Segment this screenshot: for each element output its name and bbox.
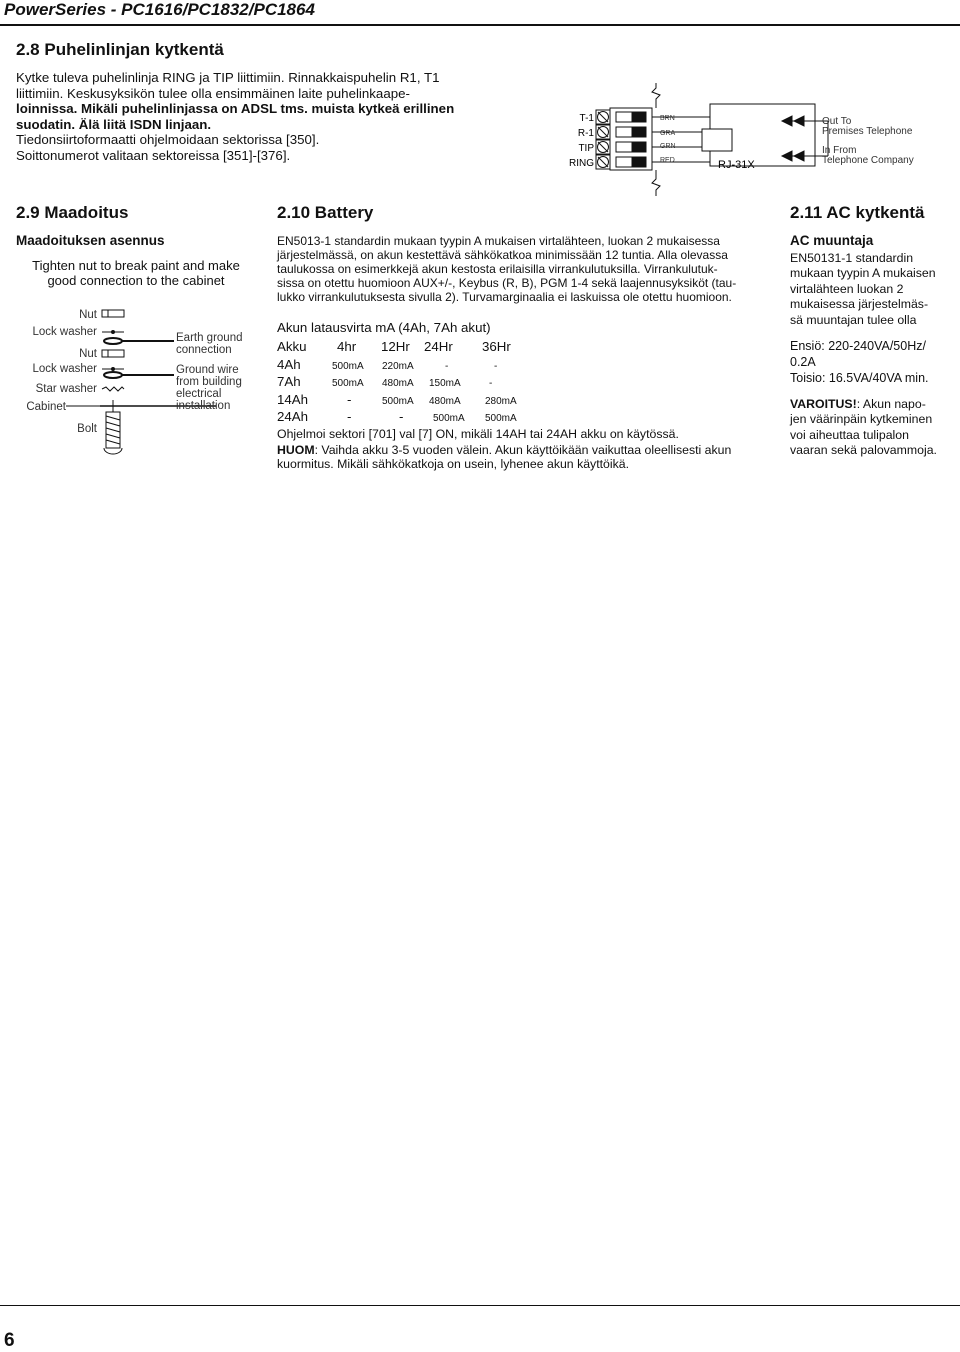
huom-text: kuormitus. Mikäli sähkökatkoja on usein, lyhenee akun käyttöikä. [277,457,630,471]
wire-color-label: GRA [660,130,676,137]
table-row [277,391,577,409]
ac-paragraph [790,251,955,328]
table-header-cell: 4hr [337,339,357,354]
section-2-11-subtitle: AC muuntaja [790,233,874,248]
warning-text: vaaran sekä palovammoja. [790,443,937,458]
table-row [277,408,577,426]
table-cell: 500mA [332,378,364,389]
table-cell: 14Ah [277,391,309,407]
charge-current-title: Akun latausvirta mA (4Ah, 7Ah akut) [277,320,491,335]
connector-plug [610,108,652,170]
terminal-label: RING [569,158,594,169]
terminal-label: R-1 [577,128,594,139]
battery-paragraph [277,234,777,304]
table-cell: 500mA [433,413,465,424]
earth-label: connection [176,344,232,356]
table-header-cell: Akku [277,339,307,354]
battery-paragraph-line: taulukossa on esimerkkejä akun kestosta erilaisilla virrankulutuksilla. Virrankulutuk- [277,262,718,276]
jack-label: RJ-31X [718,159,755,171]
section-2-8-line: Soittonumerot valitaan sektoreissa [351]-[376]. [16,147,291,163]
table-cell: - [489,378,493,389]
ground-wire-label: from building [176,376,242,388]
table-cell: - [399,409,404,424]
table-cell: 500mA [485,413,517,424]
table-cell: - [494,360,498,372]
part-label: Lock washer [32,326,97,338]
table-cell: 150mA [429,378,461,389]
grounding-instruction-line: Tighten nut to break paint and make [32,258,240,273]
ground-wire-label: installation [176,400,231,412]
section-2-8-line: Kytke tuleva puhelinlinja RING ja TIP liittimiin. Rinnakkaispuhelin R1, T1 [16,70,440,85]
table-cell: 220mA [382,360,414,372]
table-cell: 500mA [382,395,414,407]
huom-text: : Vaihda akku 3-5 vuoden välein. Akun käyttöikään vaikuttaa oleellisesti akun [314,443,732,457]
wire-color-label: RED [660,157,675,164]
warning-text: jen väärinpäin kytkeminen [790,412,933,427]
ac-rating-line: Toisio: 16.5VA/40VA min. [790,371,929,385]
section-2-8-line: loinnissa. Mikäli puhelinlinjassa on ADSL tms. muista kytkeä erillinen [16,101,455,117]
ac-paragraph-line: mukaan tyypin A mukaisen [790,266,936,281]
ac-rating-line: 0.2A [790,355,816,369]
ground-wire-label: Ground wire [176,364,239,376]
header-rule [0,24,960,26]
battery-paragraph-line: sissa on otettu huomioon AUX+/-, Keybus (R, B), PGM 1-4 sekä laajennusyksiköt (tau- [277,276,737,290]
in-from-label: Telephone Company [822,155,914,166]
wire-color-label: BRN [660,115,675,122]
document-header: PowerSeries - PC1616/PC1832/PC1864 [4,0,315,19]
table-header-cell: 24Hr [424,339,453,354]
part-label: Lock washer [32,363,97,375]
section-2-11-title: 2.11 AC kytkentä [790,203,925,222]
page-number: 6 [4,1330,15,1351]
part-label: Nut [79,309,97,321]
ac-warning [790,397,955,459]
part-label: Bolt [77,423,97,435]
part-label: Cabinet [26,401,66,413]
table-cell: 7Ah [277,374,301,389]
battery-paragraph-line: lukko virrankulutuksesta sivulla 2). Turvamarginaalia ei laskuissa ole otettu huomioon. [277,290,732,304]
section-2-9-subtitle: Maadoituksen asennus [16,233,165,248]
grounding-instruction [16,258,256,288]
out-to-label: Out To [822,116,852,127]
table-header-cell: 36Hr [482,339,511,354]
ac-ratings [790,338,955,386]
table-cell: 480mA [429,395,461,407]
warning-text: voi aiheuttaa tulipalon [790,427,909,442]
section-2-9-title: 2.9 Maadoitus [16,203,129,222]
earth-label: Earth ground [176,332,243,344]
table-cell: - [347,391,352,407]
table-cell: - [347,409,352,424]
section-2-8-line: Tiedonsiirtoformaatti ohjelmoidaan sektorissa [350]. [16,132,320,148]
battery-table-header [277,338,577,356]
ac-paragraph-line: virtalähteen luokan 2 [790,281,904,296]
huom-label: HUOM [277,443,315,457]
section-2-8-line: suodatin. Älä liitä ISDN linjaan. [16,116,212,132]
ac-paragraph-line: EN50131-1 standardin [790,251,914,265]
screw-terminal-block [596,110,610,169]
section-2-10-title: 2.10 Battery [277,203,374,222]
battery-paragraph-line: järjestelmässä, on akun kestettävä sähkökatkoa minimissään 12 tuntia. Alla olevassa [277,248,728,262]
part-label: Nut [79,348,97,360]
terminal-label: TIP [578,143,594,154]
grounding-diagram [16,300,256,460]
section-2-8-body [16,70,546,164]
huom-note [277,443,777,471]
part-label: Star washer [35,383,97,395]
table-cell: 280mA [485,395,517,407]
table-header-cell: 12Hr [381,339,410,354]
section-2-8-title: 2.8 Puhelinlinjan kytkentä [16,40,224,59]
phone-line-diagram [560,78,940,198]
table-cell: 24Ah [277,409,309,424]
wire-color-label: GRN [660,143,676,150]
ac-paragraph-line: mukaisessa järjestelmäs- [790,297,929,312]
table-cell: 500mA [332,360,364,372]
table-cell: 480mA [382,378,414,389]
warning-text: : Akun napo- [856,397,926,411]
ac-rating-line: Ensiö: 220-240VA/50Hz/ [790,339,926,353]
out-to-label: Premises Telephone [822,126,913,137]
section-2-8-line: liittimiin. Keskusyksikön tulee olla ensimmäinen laite puhelinkaape- [16,85,410,101]
in-from-label: In From [822,145,857,156]
battery-table [277,338,577,426]
battery-paragraph-line: EN5013-1 standardin mukaan tyypin A mukaisen virtalähteen, luokan 2 mukaisessa [277,234,720,248]
ac-paragraph-line: sä muuntajan tulee olla [790,312,917,327]
footer-rule [0,1305,960,1306]
ground-wire-label: electrical [176,388,222,400]
table-cell: 4Ah [277,356,301,372]
warning-label: VAROITUS! [790,397,857,411]
table-cell: - [445,360,449,372]
terminal-label: T-1 [579,113,594,124]
program-note: Ohjelmoi sektori [701] val [7] ON, mikäli 14AH tai 24AH akku on käytössä. [277,427,679,441]
table-row [277,373,577,391]
table-row [277,356,577,374]
grounding-instruction-line: good connection to the cabinet [47,273,225,288]
